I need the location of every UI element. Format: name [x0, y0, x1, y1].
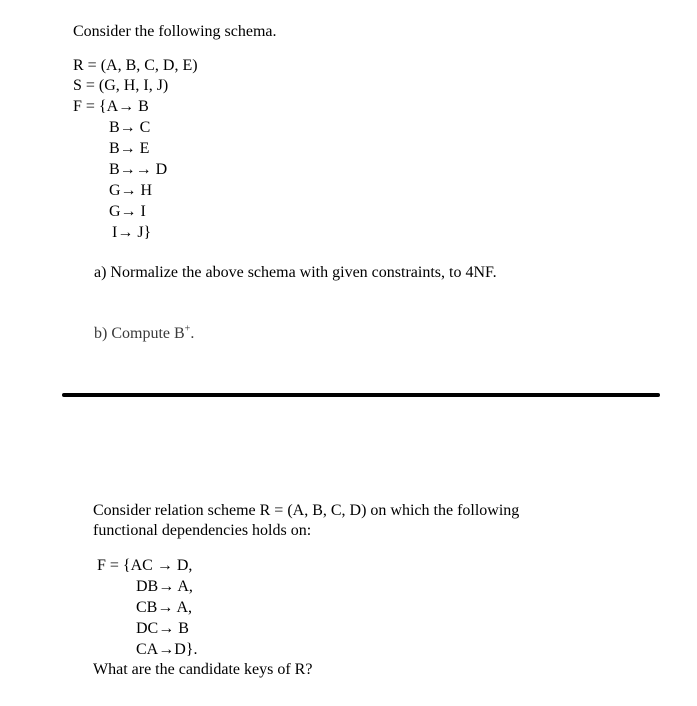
q1-dependency: I→ J} — [112, 224, 152, 241]
q2-dependency: F = {AC → D, — [97, 557, 193, 574]
q1-dependency: B→ C — [109, 119, 151, 136]
q1-dependency: B→→ D — [109, 161, 168, 178]
q1-question-b-period: . — [190, 325, 195, 342]
q2-question: What are the candidate keys of R? — [93, 661, 313, 678]
q2-dependency: DC→ B — [136, 620, 189, 637]
q1-schema-r: R = (A, B, C, D, E) — [73, 57, 198, 74]
q1-dependency: G→ H — [109, 182, 153, 199]
section-divider — [62, 393, 660, 397]
q1-question-b — [94, 325, 194, 343]
q1-dependency: G→ I — [109, 203, 146, 220]
q1-dependency: B→ E — [109, 140, 150, 157]
q1-question-a: a) Normalize the above schema with given constraints, to 4NF. — [94, 264, 497, 281]
q2-dependency: DB→ A, — [136, 578, 193, 595]
q1-intro: Consider the following schema. — [73, 23, 277, 40]
q2-intro-line-2: functional dependencies holds on: — [93, 522, 312, 539]
q1-schema-s: S = (G, H, I, J) — [73, 77, 169, 94]
q2-intro-line-1: Consider relation scheme R = (A, B, C, D) on which the following — [93, 502, 520, 519]
q2-dependency: CB→ A, — [136, 599, 193, 616]
q1-question-b-plus: + — [184, 323, 191, 335]
q1-dependency: F = {A→ B — [73, 98, 149, 115]
q1-question-b-text: b) Compute B — [94, 325, 185, 342]
q2-dependency: CA→D}. — [136, 641, 198, 658]
